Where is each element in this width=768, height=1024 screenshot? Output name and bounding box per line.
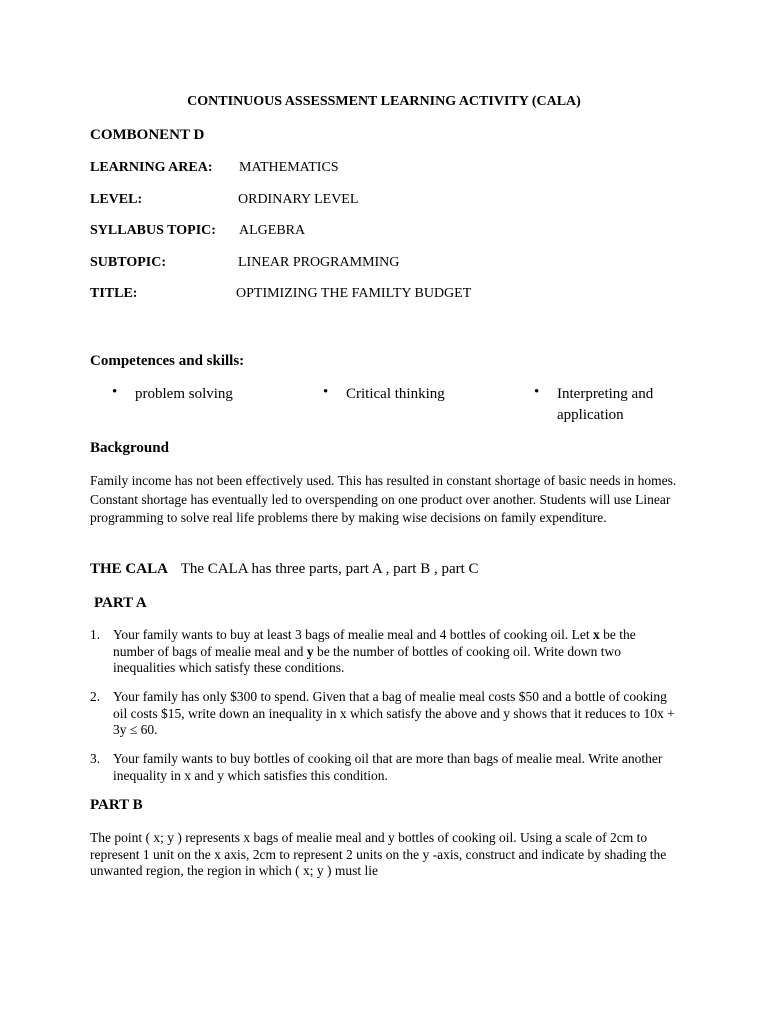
field-label-syllabus-topic: SYLLABUS TOPIC: <box>90 223 216 238</box>
list-item: Your family has only $300 to spend. Given that a bag of mealie meal costs $50 and a bottle of cooking oil costs $15, write down an inequality in x which satisfy the above and y shows that it reduces to 10x + 3y ≤ 60. <box>113 689 675 737</box>
document-heading: CONTINUOUS ASSESSMENT LEARNING ACTIVITY (CALA) <box>187 94 581 109</box>
background-heading: Background <box>90 440 169 456</box>
field-label-level: LEVEL: <box>90 192 143 207</box>
component-label: COMBONENT D <box>90 127 205 143</box>
list-item <box>113 627 680 677</box>
competence-item-continued: application <box>557 407 624 423</box>
field-value-subtopic: LINEAR PROGRAMMING <box>238 255 400 270</box>
item-text: Your family wants to buy at least 3 bags of mealie meal and 4 bottles of cooking oil. Let <box>113 627 594 642</box>
bullet-icon: • <box>534 384 540 400</box>
variable-x: x <box>593 627 600 642</box>
list-number: 2. <box>90 689 101 704</box>
bullet-icon: • <box>323 384 329 400</box>
bullet-icon: • <box>112 384 118 400</box>
competence-item: Interpreting and <box>557 386 654 402</box>
competence-item: Critical thinking <box>346 386 445 402</box>
list-number: 3. <box>90 751 101 766</box>
field-label-subtopic: SUBTOPIC: <box>90 255 166 270</box>
field-label-title: TITLE: <box>90 286 138 301</box>
competence-item: problem solving <box>135 386 233 402</box>
field-label-learning-area: LEARNING AREA: <box>90 160 213 175</box>
field-value-title: OPTIMIZING THE FAMILTY BUDGET <box>236 286 472 301</box>
cala-label: THE CALA <box>90 561 168 577</box>
item-text: be the number of bottles of cooking oil. Write down two inequalities which satisfy these conditions. <box>113 643 621 675</box>
item-text: be the number of bags of mealie meal and <box>113 627 636 659</box>
part-b-paragraph: The point ( x; y ) represents x bags of mealie meal and y bottles of cooking oil. Using a scale of 2cm to represent 1 unit on the x axis, 2cm to represent 2 units on the y -axis, construct and indicate by shading the unwanted region, the region in which ( x; y ) must lie <box>90 830 667 878</box>
part-b-heading: PART B <box>90 797 143 813</box>
part-a-heading: PART A <box>94 595 147 611</box>
list-item: Your family wants to buy bottles of cooking oil that are more than bags of mealie meal. Write another inequality in x and y which satisfies this condition. <box>113 751 663 783</box>
cala-line <box>90 561 479 578</box>
background-paragraph: Family income has not been effectively used. This has resulted in constant shortage of basic needs in homes. Constant shortage has eventually led to overspending on one product over another. Students will use Linear programming to solve real life problems there by making wise decisions on family expenditure. <box>90 473 677 525</box>
field-value-level: ORDINARY LEVEL <box>238 192 359 207</box>
competences-heading: Competences and skills: <box>90 353 245 369</box>
field-value-learning-area: MATHEMATICS <box>239 160 339 175</box>
field-value-syllabus-topic: ALGEBRA <box>239 223 306 238</box>
list-number: 1. <box>90 627 101 642</box>
cala-text: The CALA has three parts, part A , part B , part C <box>180 561 479 577</box>
variable-y: y <box>306 643 314 659</box>
